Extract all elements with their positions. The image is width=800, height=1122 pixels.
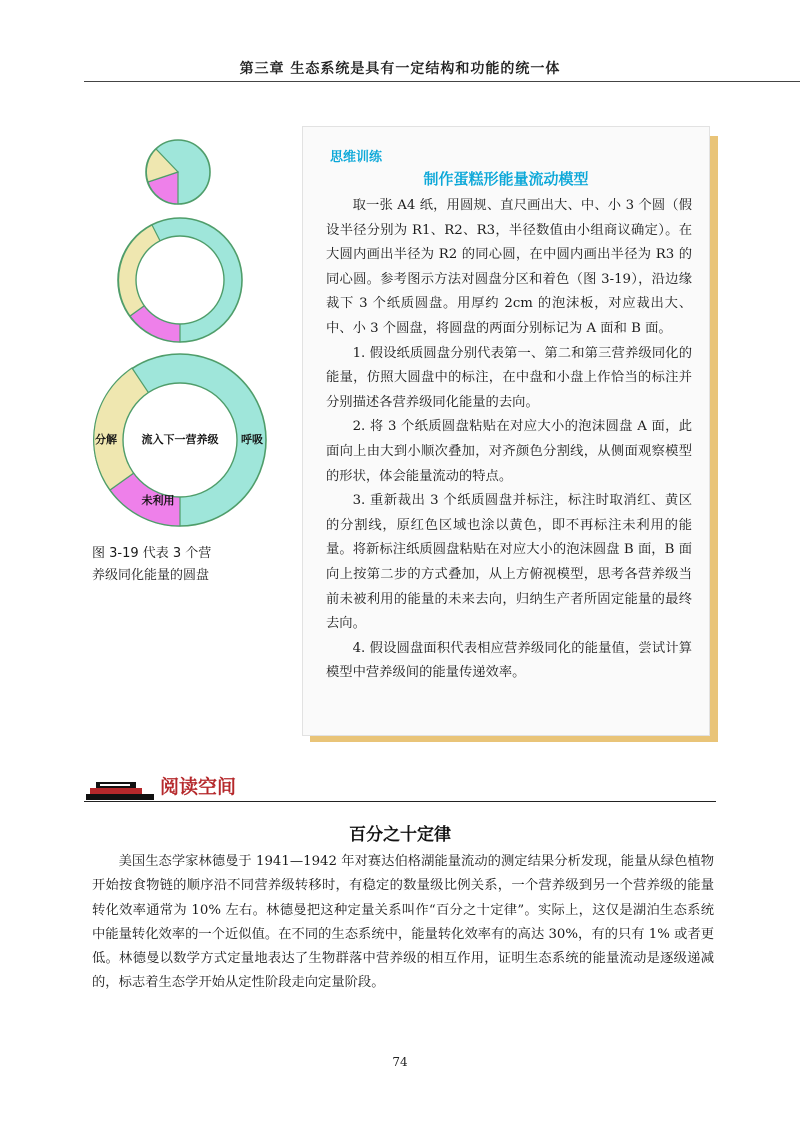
box-paragraph: 3. 重新裁出 3 个纸质圆盘并标注，标注时取消红、黄区的分割线，原红色区域也涂以黄色，即不再标注未利用的能量。将新标注纸质圆盘粘贴在对应大小的泡沫圆盘 B 面，B 面向上按第二步的方式叠加，从上方俯视模型，思考各营养级当前未被利用的能量的未来去向，归纳生产者所固定能量的最终去向。 (326, 493, 692, 632)
right-label: 呼吸 (241, 433, 263, 446)
center-label: 流入下一营养级 (141, 433, 219, 446)
left-label: 分解 (95, 433, 117, 446)
caption-line-2: 养级同化能量的圆盘 (92, 568, 210, 583)
thinking-box-body (326, 194, 692, 686)
article-paragraph: 美国生态学家林德曼于 1941—1942 年对赛达伯格湖能量流动的测定结果分析发现，能量从绿色植物开始按食物链的顺序沿不同营养级转移时，有稳定的数量级比例关系，一个营养级到另一个营养级的能量转化效率通常为 10% 左右。林德曼把这种定量关系叫作“百分之十定律”。实际上，这仅是湖泊生态系统中能量转化效率的一个近似值。在不同的生态系统中，能量转化效率有的高达 30%，有的只有 1% 或者更低。林德曼以数学方式定量地表达了生物群落中营养级的相互作用，证明生态系统的能量流动是逐级递减的，标志着生态学开始从定性阶段走向定量阶段。 (92, 854, 714, 991)
page-number: 74 (392, 1055, 408, 1069)
article-body (92, 850, 714, 996)
box-paragraph: 2. 将 3 个纸质圆盘粘贴在对应大小的泡沫圆盘 A 面，此面向上由大到小顺次叠加，对齐颜色分割线，从侧面观察模型的形状，体会能量流动的特点。 (326, 419, 692, 484)
box-paragraph: 取一张 A4 纸，用圆规、直尺画出大、中、小 3 个圆（假设半径分别为 R1、R2、R3，半径数值由小组商议确定）。在大圆内画出半径为 R2 的同心圆，在中圆内画出半径为 R3 的同心圆。参考图示方法对圆盘分区和着色（图 3-19），沿边缘裁下 3 个纸质圆盘。用厚约 2cm 的泡沫板，对应裁出大、中、小 3 个圆盘，将圆盘的两面分别标记为 A 面和 B 面。 (326, 198, 692, 336)
bottom-label: 未利用 (141, 494, 175, 507)
thinking-box-label: 思维训练 (330, 150, 383, 165)
reading-rule (84, 801, 716, 802)
books-icon (86, 776, 154, 800)
thinking-box-title: 制作蛋糕形能量流动模型 (423, 170, 589, 188)
box-paragraph: 4. 假设圆盘面积代表相应营养级同化的能量值，尝试计算模型中营养级间的能量传递效率。 (326, 640, 692, 681)
caption-line-1: 图 3-19 代表 3 个营 (92, 546, 212, 561)
reading-heading: 阅读空间 (160, 776, 237, 798)
figure-caption (92, 543, 282, 587)
box-paragraph: 1. 假设纸质圆盘分别代表第一、第二和第三营养级同化的能量，仿照大圆盘中的标注，在中盘和小盘上作恰当的标注并分别描述各营养级同化能量的去向。 (326, 345, 692, 410)
energy-disks-figure (80, 130, 280, 530)
chapter-header: 第三章 生态系统是具有一定结构和功能的统一体 (239, 61, 561, 77)
header-rule (84, 81, 800, 82)
medium-disk (118, 218, 242, 342)
small-disk (146, 140, 210, 204)
article-title: 百分之十定律 (349, 825, 451, 845)
